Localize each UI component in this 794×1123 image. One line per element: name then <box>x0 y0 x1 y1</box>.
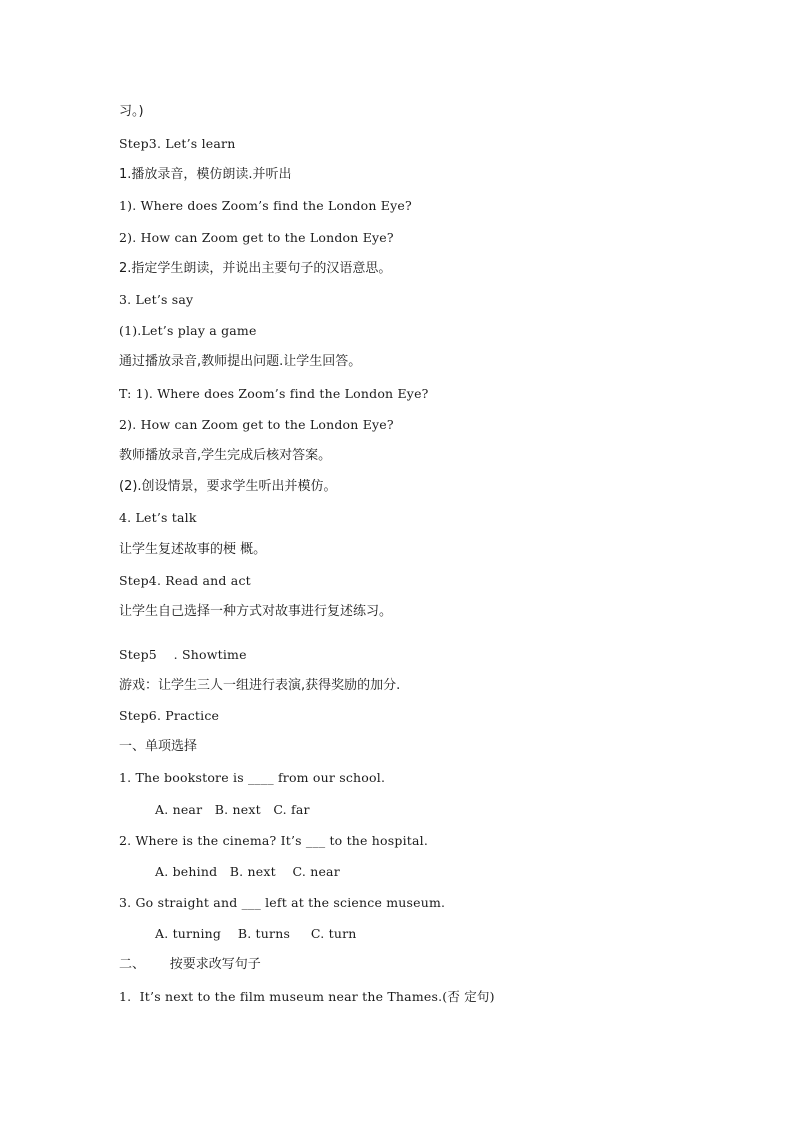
subheading-play-game: (1).Let’s play a game <box>119 323 257 338</box>
text-line-game: 游戏：让学生三人一组进行表演,获得奖励的加分. <box>119 678 401 693</box>
heading-step5: Step5 . Showtime <box>119 647 247 662</box>
exercise-options-3: A. turning B. turns C. turn <box>155 926 357 941</box>
question-line-4: 2). How can Zoom get to the London Eye? <box>119 417 394 432</box>
exercise-question-1: 1. The bookstore is ____ from our school. <box>119 770 386 785</box>
text-line-instruction-6: 让学生复述故事的梗 概。 <box>119 542 267 557</box>
section-title-rewrite: 二、 按要求改写句子 <box>119 957 261 972</box>
question-line-3: T: 1). Where does Zoom’s find the London Eye? <box>119 386 429 401</box>
exercise-question-3: 3. Go straight and ___ left at the science museum. <box>119 895 446 910</box>
text-line-continuation: 习。) <box>119 104 144 119</box>
exercise-question-2: 2. Where is the cinema? It’s ___ to the hospital. <box>119 833 429 848</box>
rewrite-question-1: 1. It’s next to the film museum near the Thames.(否 定句) <box>119 989 495 1004</box>
question-line-1: 1). Where does Zoom’s find the London Eye? <box>119 198 412 213</box>
heading-lets-talk: 4. Let’s talk <box>119 510 197 525</box>
section-title-multiple-choice: 一、单项选择 <box>119 739 198 754</box>
heading-step6: Step6. Practice <box>119 708 220 723</box>
text-line-instruction-5: (2).创设情景，要求学生听出并模仿。 <box>119 479 337 494</box>
question-line-2: 2). How can Zoom get to the London Eye? <box>119 230 394 245</box>
text-line-instruction-1: 1.播放录音，模仿朗读.并听出 <box>119 167 292 182</box>
text-line-instruction-4: 教师播放录音,学生完成后核对答案。 <box>119 448 332 463</box>
heading-step4: Step4. Read and act <box>119 573 251 588</box>
exercise-options-2: A. behind B. next C. near <box>155 864 340 879</box>
text-line-instruction-2: 2.指定学生朗读，并说出主要句子的汉语意思。 <box>119 261 392 276</box>
heading-lets-say: 3. Let’s say <box>119 292 194 307</box>
text-line-instruction-3: 通过播放录音,教师提出问题.让学生回答。 <box>119 354 362 369</box>
heading-step3: Step3. Let’s learn <box>119 136 236 151</box>
exercise-options-1: A. near B. next C. far <box>155 802 310 817</box>
text-line-instruction-7: 让学生自己选择一种方式对故事进行复述练习。 <box>119 604 393 619</box>
